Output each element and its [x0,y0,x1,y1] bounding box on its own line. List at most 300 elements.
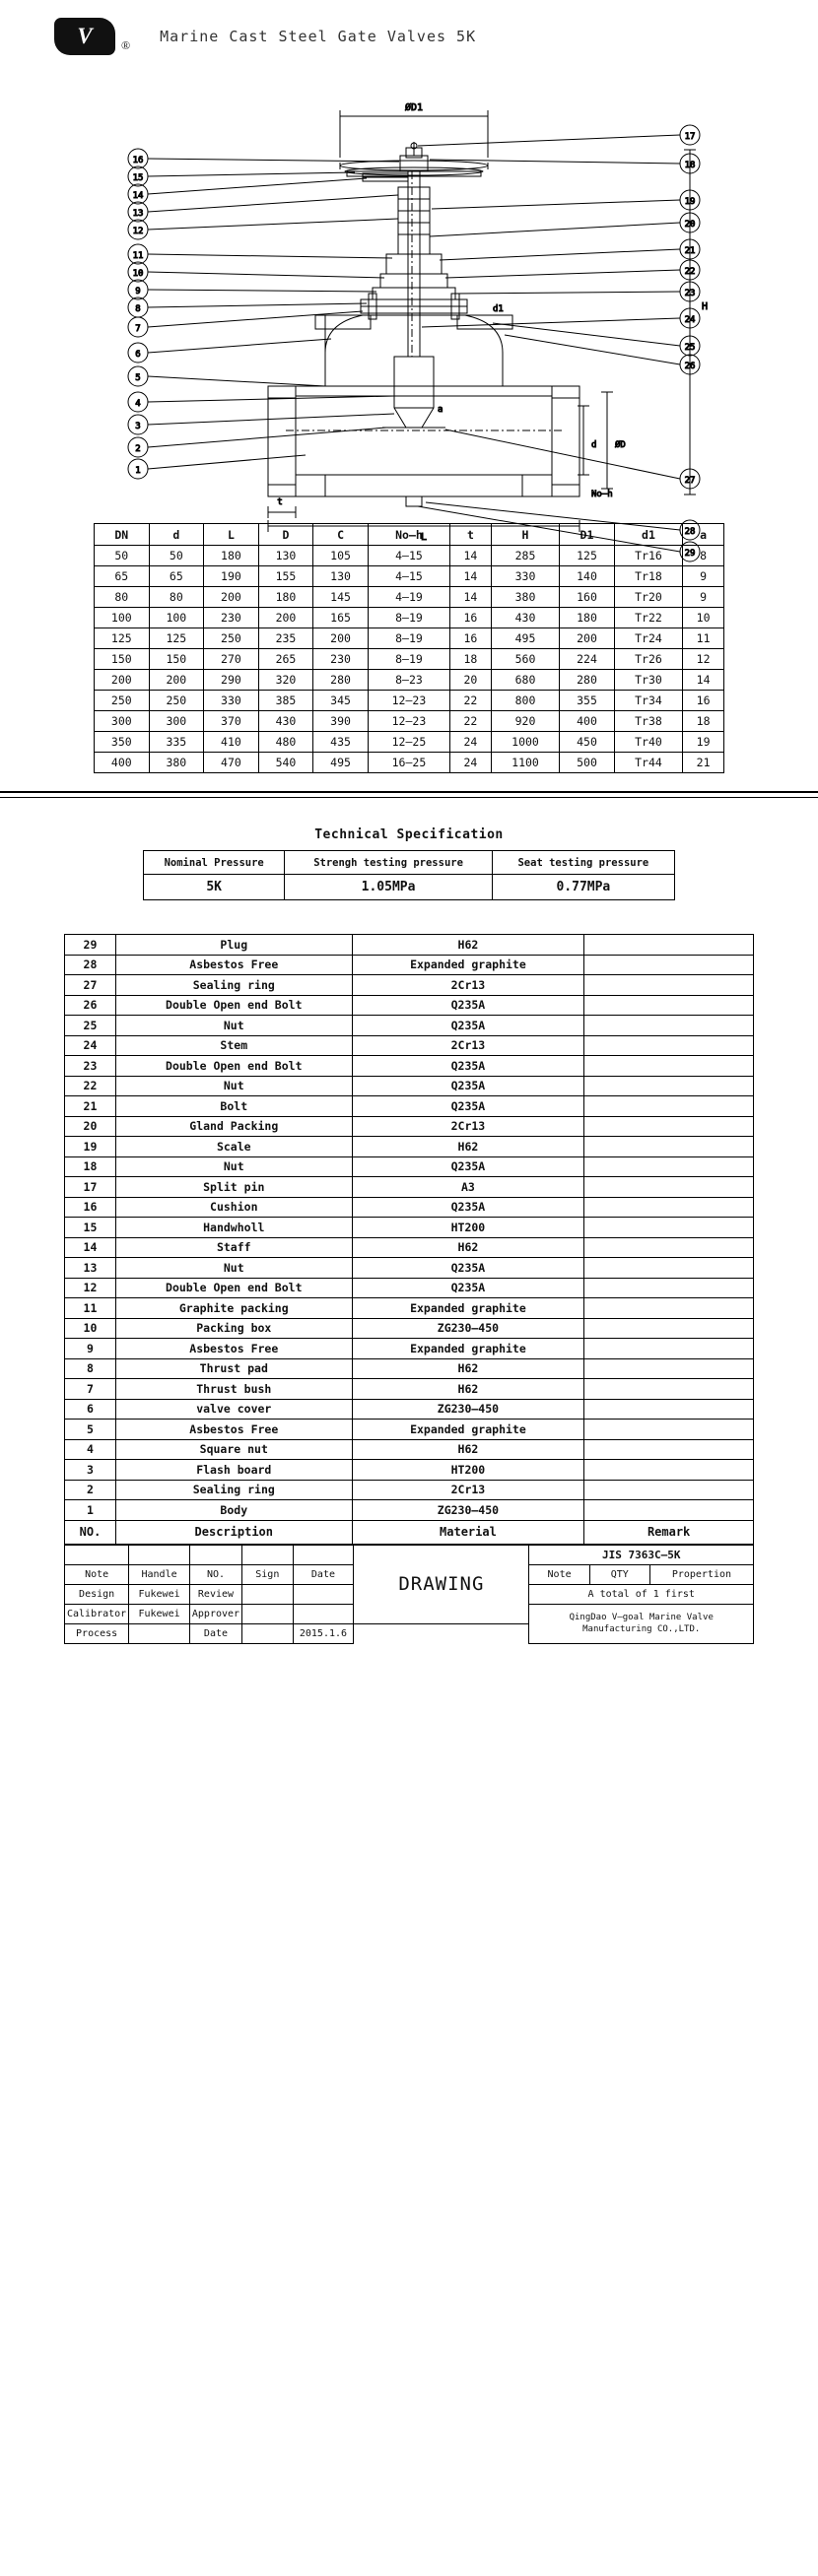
dim-cell: 140 [560,566,615,587]
parts-cell-no: 4 [65,1439,116,1460]
parts-cell-rem [584,1399,754,1420]
dim-cell: 495 [313,753,369,773]
dim-cell: 125 [560,546,615,566]
parts-cell-no: 15 [65,1218,116,1238]
parts-cell-mat: ZG230–450 [352,1399,584,1420]
tb-blank-5 [293,1545,354,1564]
dim-cell: 190 [204,566,259,587]
dim-cell: 12 [683,649,724,670]
tech-spec-table [143,850,675,900]
parts-cell-rem [584,1237,754,1258]
dim-label-D1: ØD1 [404,102,424,113]
dim-cell: Tr22 [614,608,682,628]
tb-right-propertion: Propertion [649,1564,753,1584]
table-row [65,1298,754,1319]
dim-cell: 400 [560,711,615,732]
title-block-table [64,1545,754,1644]
dim-cell: 1100 [491,753,559,773]
parts-cell-no: 25 [65,1016,116,1036]
dim-cell: 8–19 [368,628,449,649]
parts-cell-no: 5 [65,1420,116,1440]
parts-cell-mat: ZG230–450 [352,1500,584,1521]
tb-blank-2 [129,1545,190,1564]
parts-cell-rem [584,955,754,975]
parts-cell-mat: Q235A [352,1076,584,1096]
svg-text:8: 8 [135,304,141,314]
svg-text:28: 28 [684,527,696,537]
parts-cell-desc: Asbestos Free [115,1420,352,1440]
parts-cell-no: 18 [65,1156,116,1177]
dim-cell: 80 [95,587,150,608]
dimension-table [94,523,724,773]
dim-cell: 22 [450,691,492,711]
dim-col-header: No–h [368,524,449,546]
document-header [0,0,818,61]
dim-cell: 8–19 [368,608,449,628]
table-row [65,1500,754,1521]
tb-date-calibrator [293,1604,354,1623]
dim-cell: 12–25 [368,732,449,753]
tb-label-no: NO. [189,1564,241,1584]
table-row [95,608,724,628]
svg-text:5: 5 [135,373,141,383]
parts-cell-rem [584,1358,754,1379]
tech-spec-container [0,850,818,900]
parts-cell-desc: valve cover [115,1399,352,1420]
parts-cell-no: 2 [65,1480,116,1500]
svg-text:14: 14 [132,191,144,201]
parts-cell-no: 20 [65,1116,116,1137]
table-row [65,995,754,1016]
svg-text:23: 23 [684,289,696,298]
parts-cell-rem [584,1480,754,1500]
tb-role-design: Design [65,1584,129,1604]
tb-role-calibrator: Calibrator [65,1604,129,1623]
parts-cell-rem [584,1258,754,1279]
parts-cell-no: 11 [65,1298,116,1319]
dim-cell: 280 [313,670,369,691]
dim-cell: 435 [313,732,369,753]
parts-cell-rem [584,1156,754,1177]
dimension-table-container [0,523,818,773]
parts-cell-rem [584,1218,754,1238]
svg-text:17: 17 [684,132,696,142]
parts-cell-mat: 2Cr13 [352,975,584,996]
parts-cell-rem [584,975,754,996]
parts-cell-mat: Q235A [352,1156,584,1177]
dim-cell: 24 [450,732,492,753]
svg-text:10: 10 [132,269,144,279]
tb-action-review: Review [189,1584,241,1604]
parts-cell-rem [584,995,754,1016]
parts-cell-no: 16 [65,1197,116,1218]
dim-cell: 8–19 [368,649,449,670]
tech-spec-header-row [144,851,675,875]
svg-text:11: 11 [132,251,144,261]
parts-cell-no: 23 [65,1056,116,1077]
svg-text:20: 20 [684,220,696,230]
svg-text:13: 13 [132,209,144,219]
parts-cell-no: 14 [65,1237,116,1258]
parts-list-container [0,934,818,1545]
dim-cell: 224 [560,649,615,670]
parts-header-no: NO. [65,1520,116,1544]
parts-cell-no: 8 [65,1358,116,1379]
dim-cell: 230 [204,608,259,628]
tb-date-process: 2015.1.6 [293,1623,354,1643]
parts-header-desc: Description [115,1520,352,1544]
dim-cell: 100 [149,608,204,628]
parts-cell-desc: Double Open end Bolt [115,1056,352,1077]
parts-cell-no: 1 [65,1500,116,1521]
dim-cell: 150 [95,649,150,670]
dim-cell: 380 [149,753,204,773]
dim-cell: 200 [258,608,313,628]
parts-cell-rem [584,935,754,956]
tb-sign-calibrator [242,1604,294,1623]
parts-cell-rem [584,1197,754,1218]
svg-text:26: 26 [684,362,696,371]
parts-cell-desc: Thrust bush [115,1379,352,1400]
dim-cell: 350 [95,732,150,753]
table-row [65,1116,754,1137]
dim-cell: 290 [204,670,259,691]
dim-cell: Tr24 [614,628,682,649]
table-row [65,1156,754,1177]
parts-cell-desc: Square nut [115,1439,352,1460]
table-row [65,1379,754,1400]
parts-cell-desc: Packing box [115,1318,352,1339]
dim-cell: 200 [313,628,369,649]
parts-cell-desc: Flash board [115,1460,352,1481]
parts-cell-rem [584,1177,754,1198]
parts-cell-rem [584,1318,754,1339]
dim-cell: 14 [683,670,724,691]
table-row [65,1035,754,1056]
parts-cell-mat: ZG230–450 [352,1318,584,1339]
dim-cell: 250 [149,691,204,711]
dim-cell: 370 [204,711,259,732]
parts-cell-mat: H62 [352,1439,584,1460]
svg-text:22: 22 [684,267,696,277]
dim-cell: 200 [204,587,259,608]
dim-cell: Tr16 [614,546,682,566]
dim-cell: 9 [683,566,724,587]
dim-cell: 16 [450,608,492,628]
parts-cell-mat: Q235A [352,995,584,1016]
parts-header-mat: Material [352,1520,584,1544]
tb-label-date: Date [293,1564,354,1584]
parts-cell-no: 3 [65,1460,116,1481]
dim-cell: 150 [149,649,204,670]
parts-cell-rem [584,1278,754,1298]
table-row [65,1399,754,1420]
table-row [95,628,724,649]
parts-cell-no: 22 [65,1076,116,1096]
table-row [95,753,724,773]
svg-text:24: 24 [684,315,696,325]
dim-col-header: d1 [614,524,682,546]
dim-cell: 430 [491,608,559,628]
parts-header-row [65,1520,754,1544]
dim-cell: 355 [560,691,615,711]
parts-cell-no: 17 [65,1177,116,1198]
dim-cell: 410 [204,732,259,753]
dim-cell: 430 [258,711,313,732]
dim-cell: 18 [683,711,724,732]
divider-thin [0,797,818,798]
parts-cell-mat: Q235A [352,1197,584,1218]
parts-cell-desc: Nut [115,1258,352,1279]
dim-cell: 105 [313,546,369,566]
dim-col-header: D1 [560,524,615,546]
dim-cell: 12–23 [368,691,449,711]
svg-text:21: 21 [684,246,696,256]
parts-cell-rem [584,1056,754,1077]
parts-cell-no: 12 [65,1278,116,1298]
table-row [65,1480,754,1500]
parts-cell-desc: Scale [115,1137,352,1157]
dim-cell: 14 [450,566,492,587]
tech-value-cell: 5K [144,875,285,900]
parts-cell-desc: Gland Packing [115,1116,352,1137]
table-row [65,1096,754,1117]
table-row [95,546,724,566]
dim-cell: 200 [560,628,615,649]
table-row [65,1420,754,1440]
tb-role-process: Process [65,1623,129,1643]
parts-cell-no: 27 [65,975,116,996]
tech-value-cell: 1.05MPa [285,875,492,900]
table-row [95,566,724,587]
dim-cell: 800 [491,691,559,711]
parts-cell-no: 26 [65,995,116,1016]
parts-cell-mat: HT200 [352,1218,584,1238]
company-line-2: Manufacturing CO.,LTD. [582,1624,701,1634]
table-row [65,1339,754,1359]
dim-cell: Tr34 [614,691,682,711]
dim-cell: Tr40 [614,732,682,753]
table-row [65,1177,754,1198]
parts-cell-rem [584,1076,754,1096]
tb-blank-4 [242,1545,294,1564]
parts-cell-mat: Expanded graphite [352,1298,584,1319]
parts-cell-no: 24 [65,1035,116,1056]
parts-cell-no: 6 [65,1399,116,1420]
parts-cell-desc: Nut [115,1156,352,1177]
tech-value-cell: 0.77MPa [492,875,674,900]
dim-cell: 145 [313,587,369,608]
logo-letter: V [77,24,93,48]
dim-cell: 9 [683,587,724,608]
tech-spec-title: Technical Specification [314,827,504,842]
parts-cell-mat: 2Cr13 [352,1035,584,1056]
dim-label-a: a [438,405,443,415]
svg-text:18: 18 [684,161,696,170]
dim-cell: 450 [560,732,615,753]
tech-col-header: Seat testing pressure [492,851,674,875]
table-row [65,1358,754,1379]
parts-cell-desc: Plug [115,935,352,956]
parts-cell-desc: Asbestos Free [115,955,352,975]
dim-cell: Tr30 [614,670,682,691]
tb-action-approver: Approver [189,1604,241,1623]
parts-cell-no: 9 [65,1339,116,1359]
dim-cell: 130 [313,566,369,587]
table-row [65,1197,754,1218]
dim-cell: 14 [450,546,492,566]
dim-cell: 1000 [491,732,559,753]
dim-cell: 4–15 [368,546,449,566]
dim-cell: Tr20 [614,587,682,608]
dim-cell: 380 [491,587,559,608]
svg-text:9: 9 [135,287,141,297]
dim-cell: 8 [683,546,724,566]
parts-cell-desc: Nut [115,1016,352,1036]
dim-label-t: t [277,497,283,507]
title-block-container [0,1545,818,1644]
parts-cell-rem [584,1379,754,1400]
svg-text:25: 25 [684,343,696,353]
svg-text:27: 27 [684,476,696,486]
dim-cell: 155 [258,566,313,587]
dim-cell: 335 [149,732,204,753]
table-row [65,1016,754,1036]
dim-col-header: t [450,524,492,546]
parts-cell-desc: Nut [115,1076,352,1096]
dim-cell: 22 [450,711,492,732]
dim-col-header: DN [95,524,150,546]
table-row [65,955,754,975]
parts-cell-no: 21 [65,1096,116,1117]
divider-thick [0,791,818,793]
parts-cell-rem [584,1420,754,1440]
parts-cell-desc: Body [115,1500,352,1521]
svg-text:15: 15 [132,173,144,183]
dimension-table-header-row [95,524,724,546]
tb-date-design [293,1584,354,1604]
tb-blank-1 [65,1545,129,1564]
dim-label-d1: d1 [493,304,504,314]
table-row [65,1137,754,1157]
parts-cell-rem [584,1096,754,1117]
dim-cell: 300 [149,711,204,732]
dim-cell: 130 [258,546,313,566]
dim-cell: 180 [258,587,313,608]
dim-cell: 12–23 [368,711,449,732]
company-line-1: QingDao V–goal Marine Valve [569,1613,714,1622]
dim-cell: 125 [95,628,150,649]
dim-cell: 200 [149,670,204,691]
table-row [65,1258,754,1279]
parts-cell-mat: Expanded graphite [352,955,584,975]
table-row [65,935,754,956]
table-row [95,711,724,732]
svg-text:12: 12 [132,227,144,236]
parts-cell-mat: H62 [352,1237,584,1258]
parts-cell-desc: Sealing ring [115,1480,352,1500]
dim-cell: 330 [204,691,259,711]
tech-col-header: Strengh testing pressure [285,851,492,875]
svg-text:3: 3 [135,422,141,431]
parts-cell-rem [584,1298,754,1319]
dim-cell: 250 [204,628,259,649]
parts-cell-rem [584,1439,754,1460]
table-row [95,691,724,711]
parts-list-table [64,934,754,1545]
dim-cell: 495 [491,628,559,649]
dim-cell: 330 [491,566,559,587]
dim-cell: 8–23 [368,670,449,691]
dim-cell: 285 [491,546,559,566]
dim-cell: 4–15 [368,566,449,587]
tb-name-calibrator: Fukewei [129,1604,190,1623]
parts-cell-no: 29 [65,935,116,956]
parts-cell-desc: Double Open end Bolt [115,1278,352,1298]
table-row [95,670,724,691]
parts-cell-rem [584,1035,754,1056]
dim-cell: 540 [258,753,313,773]
table-row [65,1278,754,1298]
parts-cell-mat: Q235A [352,1278,584,1298]
parts-cell-no: 13 [65,1258,116,1279]
registered-mark: ® [121,37,131,52]
dim-cell: 345 [313,691,369,711]
parts-cell-desc: Cushion [115,1197,352,1218]
dim-cell: Tr18 [614,566,682,587]
dim-cell: 10 [683,608,724,628]
parts-cell-mat: Q235A [352,1056,584,1077]
dim-cell: 16 [450,628,492,649]
parts-cell-desc: Stem [115,1035,352,1056]
dim-cell: 160 [560,587,615,608]
drawing-word: DRAWING [354,1545,529,1623]
dim-label-H: H [702,301,709,312]
tech-col-header: Nominal Pressure [144,851,285,875]
parts-cell-mat: 2Cr13 [352,1480,584,1500]
dim-cell: 4–19 [368,587,449,608]
dim-cell: 680 [491,670,559,691]
dim-cell: 100 [95,608,150,628]
parts-cell-mat: Q235A [352,1016,584,1036]
parts-cell-rem [584,1339,754,1359]
parts-cell-mat: 2Cr13 [352,1116,584,1137]
tb-blank-3 [189,1545,241,1564]
parts-cell-desc: Bolt [115,1096,352,1117]
dim-cell: 500 [560,753,615,773]
dim-cell: 65 [95,566,150,587]
dim-cell: 235 [258,628,313,649]
tb-sign-design [242,1584,294,1604]
dim-cell: 24 [450,753,492,773]
table-row [65,1076,754,1096]
parts-cell-desc: Staff [115,1237,352,1258]
dim-cell: 11 [683,628,724,649]
svg-text:29: 29 [684,549,696,559]
dim-cell: 320 [258,670,313,691]
dim-cell: 560 [491,649,559,670]
dim-cell: Tr38 [614,711,682,732]
dim-cell: 300 [95,711,150,732]
parts-cell-mat: H62 [352,1379,584,1400]
tb-sign-process [242,1623,294,1643]
parts-cell-mat: Q235A [352,1096,584,1117]
parts-cell-no: 28 [65,955,116,975]
dim-label-d: d [591,440,597,450]
dim-cell: 470 [204,753,259,773]
parts-cell-mat: Q235A [352,1258,584,1279]
parts-cell-desc: Graphite packing [115,1298,352,1319]
